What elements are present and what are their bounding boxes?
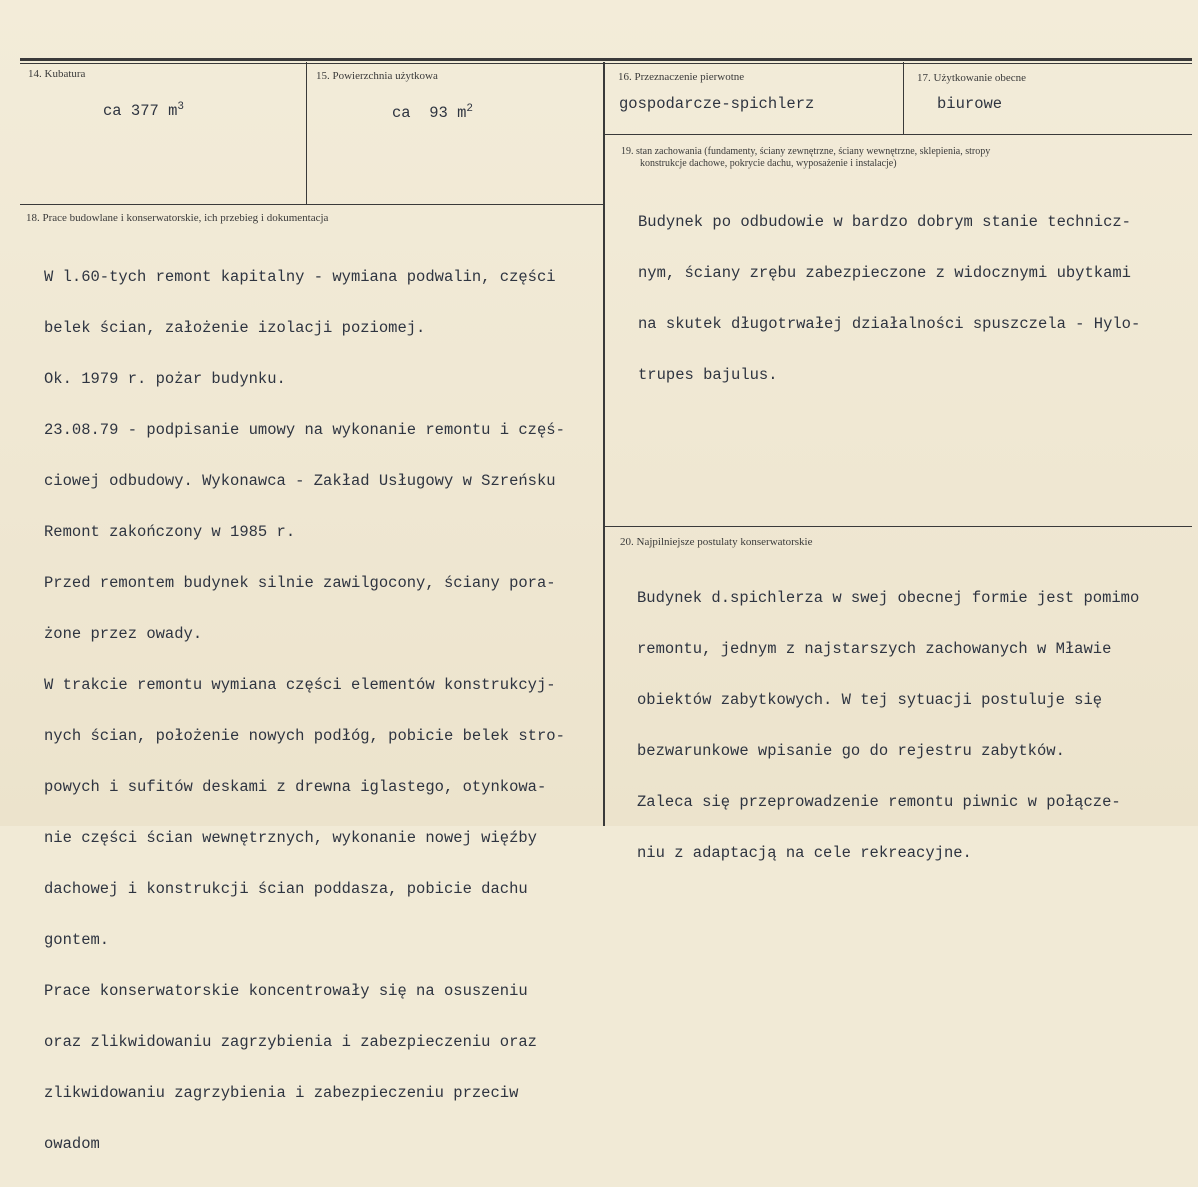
field-16-label: 16. Przeznaczenie pierwotne bbox=[618, 71, 745, 83]
field-19-line: na skutek długotrwałej działalności spuszczela - Hylo- bbox=[638, 315, 1141, 333]
field-18-label: 18. Prace budowlane i konserwatorskie, ich przebieg i dokumentacja bbox=[26, 212, 329, 224]
field-18-line: oraz zlikwidowaniu zagrzybienia i zabezpieczeniu oraz bbox=[44, 1033, 537, 1051]
field-19-line: nym, ściany zrębu zabezpieczone z widocznymi ubytkami bbox=[638, 264, 1131, 282]
field-18-line: dachowej i konstrukcji ścian poddasza, pobicie dachu bbox=[44, 880, 528, 898]
field-20-line: Zaleca się przeprowadzenie remontu piwnic w połącze- bbox=[637, 793, 1121, 811]
field-19-label-line2: konstrukcje dachowe, pokrycie dachu, wyposażenie i instalacje) bbox=[640, 158, 897, 169]
field-18-line: 23.08.79 - podpisanie umowy na wykonanie remontu i częś- bbox=[44, 421, 565, 439]
top-border-line bbox=[20, 58, 1192, 61]
field-14-value-text: ca 377 m bbox=[103, 102, 178, 121]
field-18-line: zlikwidowaniu zagrzybienia i zabezpieczeniu przeciw bbox=[44, 1084, 519, 1102]
field-18-line: gontem. bbox=[44, 931, 110, 949]
field-18-line: Remont zakończony w 1985 r. bbox=[44, 523, 296, 541]
field-20-line: bezwarunkowe wpisanie go do rejestru zabytków. bbox=[637, 742, 1065, 760]
field-18-line: nie części ścian wewnętrznych, wykonanie nowej więźby bbox=[44, 829, 537, 847]
field-19-line: trupes bajulus. bbox=[638, 366, 778, 384]
divider-row-20 bbox=[604, 526, 1192, 527]
field-16-value: gospodarcze-spichlerz bbox=[619, 95, 815, 113]
field-18-line: owadom bbox=[44, 1135, 100, 1153]
field-20-line: Budynek d.spichlerza w swej obecnej formie jest pomimo bbox=[637, 589, 1140, 607]
field-18-line: ciowej odbudowy. Wykonawca - Zakład Usługowy w Szreńsku bbox=[44, 472, 556, 490]
field-15-value-text: ca 93 m bbox=[392, 104, 467, 123]
field-15-label: 15. Powierzchnia użytkowa bbox=[316, 70, 438, 82]
divider-col-main bbox=[603, 62, 605, 826]
field-20-line: obiektów zabytkowych. W tej sytuacji postuluje się bbox=[637, 691, 1103, 709]
field-20-line: remontu, jednym z najstarszych zachowanych w Mławie bbox=[637, 640, 1112, 658]
field-18-line: Przed remontem budynek silnie zawilgocony, ściany pora- bbox=[44, 574, 556, 592]
divider-col-16-17 bbox=[903, 62, 904, 134]
field-14-value bbox=[103, 99, 184, 120]
field-18-line: nych ścian, położenie nowych podłóg, pobicie belek stro- bbox=[44, 727, 565, 745]
field-17-value: biurowe bbox=[937, 95, 1003, 113]
field-18-line: Ok. 1979 r. pożar budynku. bbox=[44, 370, 286, 388]
field-18-line: żone przez owady. bbox=[44, 625, 203, 643]
field-17-label: 17. Użytkowanie obecne bbox=[917, 72, 1027, 84]
field-19-label-line1: 19. stan zachowania (fundamenty, ściany zewnętrzne, ściany wewnętrzne, sklepienia, stropy bbox=[621, 146, 991, 157]
field-18-line: Prace konserwatorskie koncentrowały się na osuszeniu bbox=[44, 982, 528, 1000]
field-18-text bbox=[44, 235, 565, 1187]
top-border-line-inner bbox=[20, 63, 1192, 64]
field-14-label: 14. Kubatura bbox=[28, 68, 86, 80]
field-15-unit-exponent: 2 bbox=[466, 103, 474, 115]
field-18-line: W l.60-tych remont kapitalny - wymiana podwalin, części bbox=[44, 268, 556, 286]
divider-col-14-15 bbox=[306, 62, 307, 204]
field-15-value bbox=[392, 101, 473, 122]
field-19-text bbox=[638, 180, 1140, 418]
field-19-line: Budynek po odbudowie w bardzo dobrym stanie technicz- bbox=[638, 213, 1131, 231]
field-18-line: W trakcie remontu wymiana części elementów konstrukcyj- bbox=[44, 676, 556, 694]
divider-row-19 bbox=[604, 134, 1192, 135]
field-20-text bbox=[637, 556, 1139, 896]
field-14-unit-exponent: 3 bbox=[177, 101, 185, 113]
field-20-label: 20. Najpilniejsze postulaty konserwatorskie bbox=[620, 536, 813, 548]
field-18-line: belek ścian, założenie izolacji poziomej. bbox=[44, 319, 426, 337]
field-18-line: powych i sufitów deskami z drewna iglastego, otynkowa- bbox=[44, 778, 547, 796]
divider-row-18 bbox=[20, 204, 604, 205]
field-20-line: niu z adaptacją na cele rekreacyjne. bbox=[637, 844, 972, 862]
